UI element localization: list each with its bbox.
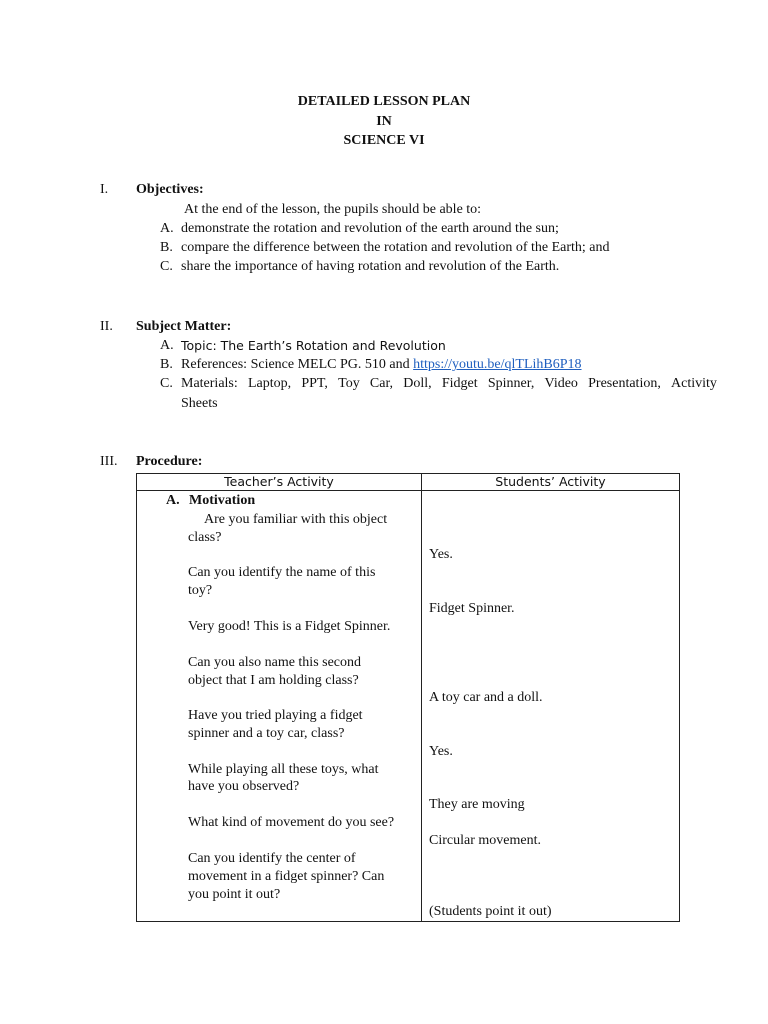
- materials-word: Presentation,: [588, 376, 661, 391]
- materials-word: Activity: [671, 376, 717, 391]
- teacher-line: Can you identify the center of: [188, 851, 356, 866]
- students-activity-header: Students’ Activity: [422, 474, 680, 491]
- student-line: Yes.: [429, 547, 453, 562]
- materials-word: Video: [544, 376, 578, 391]
- objectives-numeral: I.: [100, 182, 109, 197]
- topic-text: Topic: The Earth’s Rotation and Revolution: [181, 338, 446, 353]
- teacher-line: toy?: [188, 583, 213, 598]
- materials-word: Materials:: [181, 376, 238, 391]
- student-line: (Students point it out): [429, 904, 552, 919]
- teacher-line: Are you familiar with this object: [204, 512, 388, 527]
- objective-c-text: share the importance of having rotation and revolution of the Earth.: [181, 259, 560, 274]
- materials-word: Car,: [369, 376, 394, 391]
- materials-word: PPT,: [301, 376, 328, 391]
- teacher-line: While playing all these toys, what: [188, 762, 379, 777]
- materials-letter: C.: [160, 376, 173, 391]
- student-line: Fidget Spinner.: [429, 601, 515, 616]
- subject-matter-numeral: II.: [100, 319, 113, 334]
- materials-word: Fidget: [441, 376, 478, 391]
- materials-word: Doll,: [403, 376, 432, 391]
- teacher-line: Very good! This is a Fidget Spinner.: [188, 619, 391, 634]
- topic-letter: A.: [160, 338, 174, 353]
- objective-c-letter: C.: [160, 259, 173, 274]
- students-activity-cell: [422, 491, 680, 922]
- references-line: [181, 356, 582, 374]
- teacher-line: Can you also name this second: [188, 655, 362, 670]
- title-line-2: IN: [376, 114, 392, 129]
- materials-word: Spinner,: [487, 376, 535, 391]
- student-line: Yes.: [429, 744, 453, 759]
- student-line: They are moving: [429, 797, 525, 812]
- teacher-line: movement in a fidget spinner? Can: [188, 869, 385, 884]
- teacher-line: class?: [188, 530, 222, 545]
- objective-b-letter: B.: [160, 240, 173, 255]
- procedure-table: [136, 473, 680, 922]
- teacher-line: you point it out?: [188, 887, 281, 902]
- teacher-line: Can you identify the name of this: [188, 565, 376, 580]
- student-line: A toy car and a doll.: [429, 690, 543, 705]
- procedure-heading: Procedure:: [136, 454, 203, 469]
- teacher-line: have you observed?: [188, 779, 300, 794]
- objectives-heading: Objectives:: [136, 182, 204, 197]
- teacher-line: object that I am holding class?: [188, 673, 359, 688]
- objectives-intro: At the end of the lesson, the pupils should be able to:: [184, 202, 482, 217]
- objective-a-text: demonstrate the rotation and revolution of the earth around the sun;: [181, 221, 559, 236]
- motivation-letter: A.: [166, 493, 180, 508]
- objective-b-text: compare the difference between the rotation and revolution of the Earth; and: [181, 240, 610, 255]
- table-row: [137, 491, 680, 922]
- subject-matter-heading: Subject Matter:: [136, 319, 232, 334]
- teacher-line: spinner and a toy car, class?: [188, 726, 345, 741]
- materials-word: Toy: [338, 376, 360, 391]
- youtube-link[interactable]: https://youtu.be/qlTLihB6P18: [413, 357, 582, 372]
- materials-line-2: Sheets: [181, 396, 218, 411]
- table-header-row: [137, 474, 680, 491]
- references-text: References: Science MELC PG. 510 and: [181, 357, 414, 372]
- procedure-numeral: III.: [100, 454, 118, 469]
- teacher-activity-cell: [137, 491, 422, 922]
- objective-a-letter: A.: [160, 221, 174, 236]
- title-line-1: DETAILED LESSON PLAN: [297, 94, 471, 109]
- motivation-heading: Motivation: [189, 493, 256, 508]
- teacher-line: What kind of movement do you see?: [188, 815, 395, 830]
- teacher-line: Have you tried playing a fidget: [188, 708, 363, 723]
- title-line-3: SCIENCE VI: [343, 133, 425, 148]
- student-line: Circular movement.: [429, 833, 541, 848]
- teacher-activity-header: Teacher’s Activity: [137, 474, 422, 491]
- materials-line-1: [181, 375, 717, 393]
- references-letter: B.: [160, 357, 173, 372]
- materials-word: Laptop,: [247, 376, 292, 391]
